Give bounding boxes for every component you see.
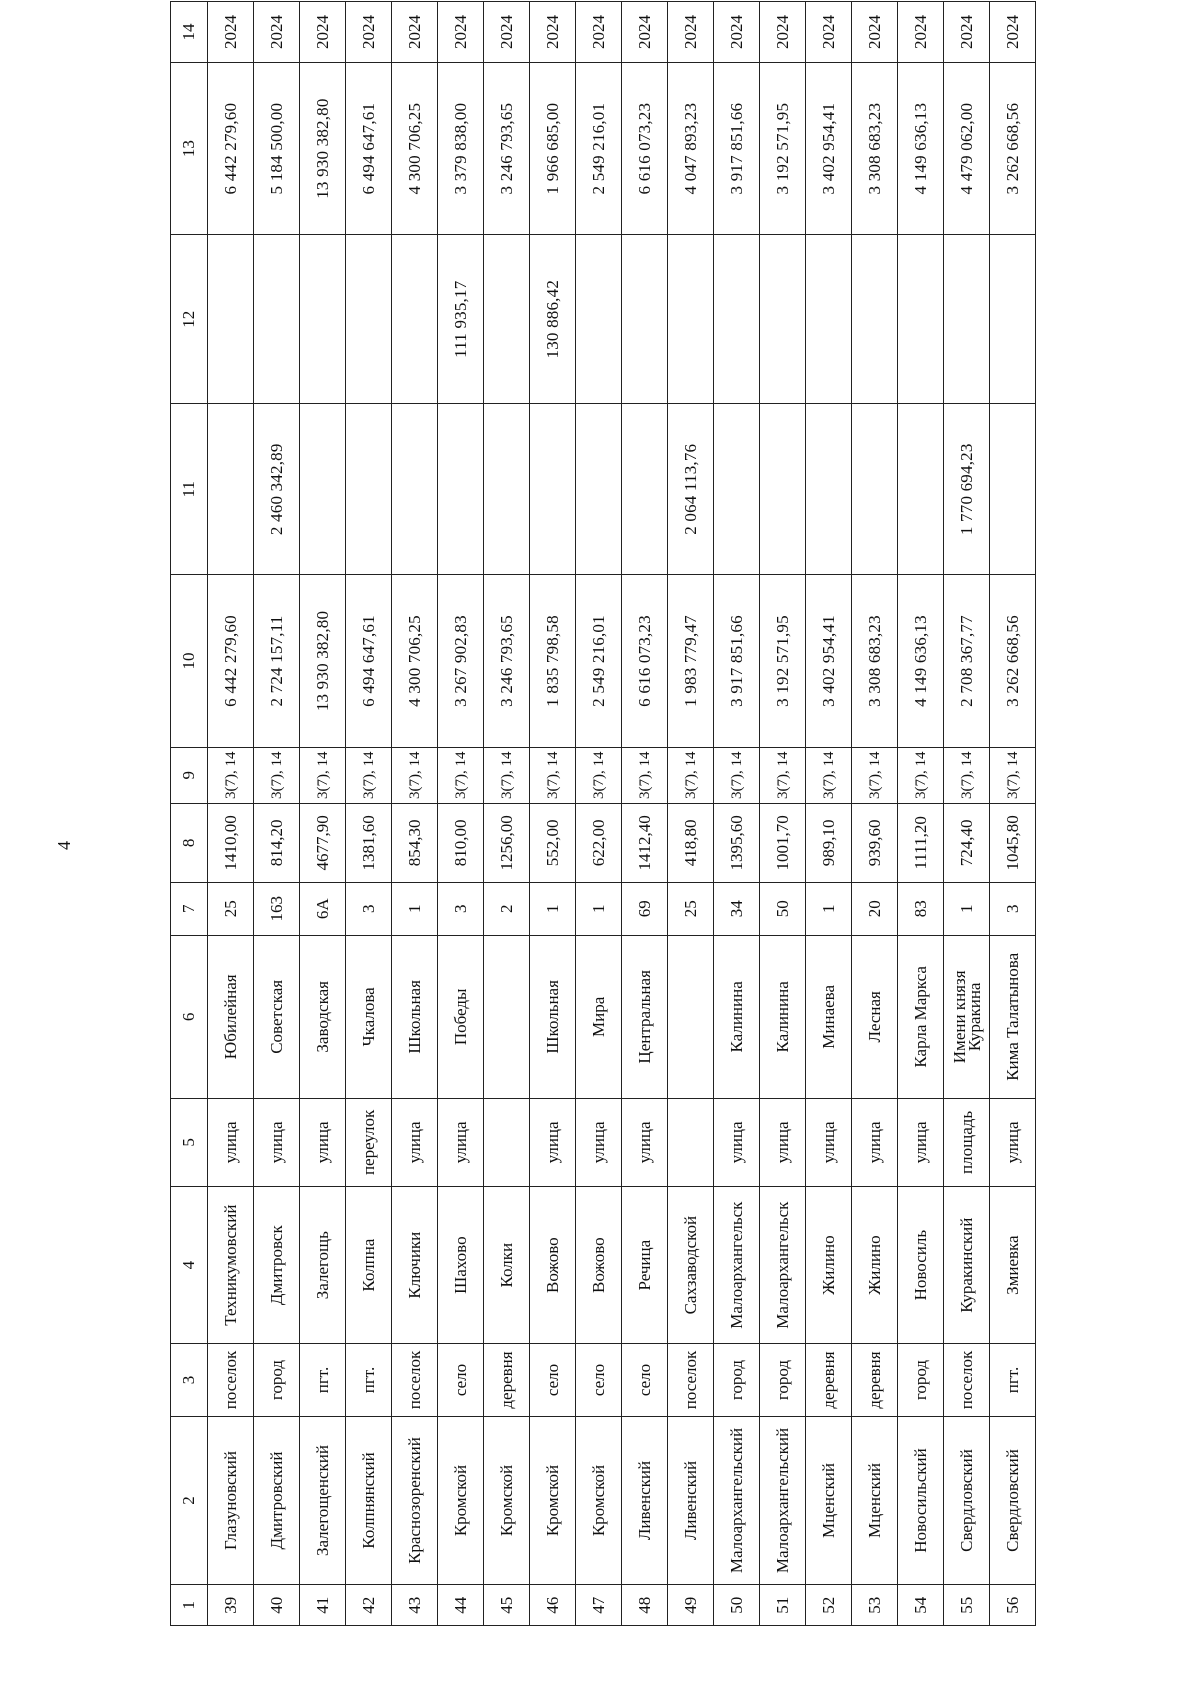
table-cell [760,235,806,404]
table-cell: Советская [254,935,300,1098]
column-header: 8 [171,803,208,882]
table-cell: 6 494 647,61 [346,62,392,234]
table-cell: 2024 [346,2,392,63]
table-cell: улица [300,1098,346,1186]
table-cell: 2024 [668,2,714,63]
table-cell: 2024 [254,2,300,63]
table-cell: Кромской [576,1416,622,1585]
table-cell [346,404,392,575]
table-cell: пгт. [990,1344,1036,1416]
table-cell: 40 [254,1585,300,1626]
table-cell: 2024 [438,2,484,63]
table-cell: 25 [668,882,714,935]
table-cell: 2024 [208,2,254,63]
table-cell: 3 192 571,95 [760,575,806,747]
table-cell: 3(7), 14 [346,747,392,803]
column-header-row [171,2,208,1626]
table-cell: улица [760,1098,806,1186]
table-cell: 6 494 647,61 [346,575,392,747]
table-cell: Колки [484,1186,530,1344]
table-cell: 3 246 793,65 [484,575,530,747]
column-header: 13 [171,62,208,234]
table-row [622,2,668,1626]
table-cell [392,235,438,404]
table-cell: 1412,40 [622,803,668,882]
table-cell: 1 [530,882,576,935]
table-cell: Ключики [392,1186,438,1344]
table-cell: 13 930 382,80 [300,62,346,234]
table-cell: 418,80 [668,803,714,882]
table-cell: Калинина [760,935,806,1098]
table-cell: 4 149 636,13 [898,575,944,747]
column-header: 12 [171,235,208,404]
table-cell: Куракинский [944,1186,990,1344]
table-cell: 724,40 [944,803,990,882]
table-cell: 1 983 779,47 [668,575,714,747]
table-cell: 50 [760,882,806,935]
table-cell: 4 479 062,00 [944,62,990,234]
table-cell: Мценский [852,1416,898,1585]
table-cell: 2 549 216,01 [576,575,622,747]
table-cell: 2024 [484,2,530,63]
table-cell: 130 886,42 [530,235,576,404]
table-cell: 3(7), 14 [254,747,300,803]
table-cell: 53 [852,1585,898,1626]
table-cell: город [254,1344,300,1416]
table-cell: 44 [438,1585,484,1626]
table-cell: 1410,00 [208,803,254,882]
table-cell: Кромской [530,1416,576,1585]
table-row [668,2,714,1626]
table-cell: 3 [346,882,392,935]
table-cell: 55 [944,1585,990,1626]
table-cell: 2024 [714,2,760,63]
table-cell: Мценский [806,1416,852,1585]
table-cell: 56 [990,1585,1036,1626]
table-cell: 52 [806,1585,852,1626]
table-cell [484,235,530,404]
rotated-table-container [170,1,1027,1626]
table-cell: Свердловский [990,1416,1036,1585]
table-cell: 2024 [898,2,944,63]
table-cell: 2024 [760,2,806,63]
table-cell [944,235,990,404]
table-cell: 4 300 706,25 [392,575,438,747]
table-cell [208,235,254,404]
table-cell: 6А [300,882,346,935]
table-cell: 3(7), 14 [300,747,346,803]
table-cell: 5 184 500,00 [254,62,300,234]
column-header: 3 [171,1344,208,1416]
table-cell: 2 708 367,77 [944,575,990,747]
table-cell: 4 149 636,13 [898,62,944,234]
table-cell: Залегощенский [300,1416,346,1585]
table-cell: Змиевка [990,1186,1036,1344]
table-cell: 3(7), 14 [438,747,484,803]
table-cell: 3 246 793,65 [484,62,530,234]
table-cell [668,1098,714,1186]
table-cell: город [898,1344,944,1416]
table-cell: Шахово [438,1186,484,1344]
table-cell [576,235,622,404]
table-cell: 4 300 706,25 [392,62,438,234]
table-cell: 3(7), 14 [944,747,990,803]
table-cell [484,404,530,575]
table-cell: Малоархангельск [714,1186,760,1344]
table-cell: 1 [576,882,622,935]
page-number: 4 [54,841,74,850]
table-cell: 814,20 [254,803,300,882]
table-body [208,2,1036,1626]
table-cell: 49 [668,1585,714,1626]
table-cell: улица [438,1098,484,1186]
column-header: 1 [171,1585,208,1626]
table-cell: 2024 [392,2,438,63]
table-row [530,2,576,1626]
table-cell: село [530,1344,576,1416]
table-cell: Вожово [530,1186,576,1344]
table-cell: город [714,1344,760,1416]
table-cell: город [760,1344,806,1416]
table-cell: Речица [622,1186,668,1344]
table-cell: 6 616 073,23 [622,575,668,747]
table-cell: 1111,20 [898,803,944,882]
table-cell: 2024 [852,2,898,63]
table-cell: Глазуновский [208,1416,254,1585]
table-cell: 3 402 954,41 [806,575,852,747]
table-cell [484,935,530,1098]
table-cell [852,404,898,575]
table-cell: 3(7), 14 [622,747,668,803]
table-cell: 3 262 668,56 [990,62,1036,234]
table-cell [898,235,944,404]
table-cell: 2024 [944,2,990,63]
table-cell: деревня [852,1344,898,1416]
table-cell: улица [898,1098,944,1186]
table-cell [668,935,714,1098]
table-cell: Техникумовский [208,1186,254,1344]
table-cell: Залегощь [300,1186,346,1344]
table-cell: деревня [806,1344,852,1416]
table-cell: 83 [898,882,944,935]
table-cell: площадь [944,1098,990,1186]
table-cell: 3 379 838,00 [438,62,484,234]
table-cell: 2024 [576,2,622,63]
column-header: 10 [171,575,208,747]
column-header: 5 [171,1098,208,1186]
table-cell: Школьная [530,935,576,1098]
table-cell: Новосиль [898,1186,944,1344]
table-cell: 3 917 851,66 [714,575,760,747]
table-cell: улица [714,1098,760,1186]
table-cell: Новосильский [898,1416,944,1585]
table-cell: улица [254,1098,300,1186]
table-cell: 2 724 157,11 [254,575,300,747]
table-cell: улица [392,1098,438,1186]
table-cell: 3 308 683,23 [852,62,898,234]
table-cell: 13 930 382,80 [300,575,346,747]
table-cell: 810,00 [438,803,484,882]
table-cell: 3 308 683,23 [852,575,898,747]
table-cell: 1 835 798,58 [530,575,576,747]
table-cell: 939,60 [852,803,898,882]
table-cell: Жилино [852,1186,898,1344]
table-cell: переулок [346,1098,392,1186]
table-cell: 3(7), 14 [668,747,714,803]
table-cell: 1 966 685,00 [530,62,576,234]
table-cell: 2024 [300,2,346,63]
table-row [208,2,254,1626]
table-cell: 3(7), 14 [208,747,254,803]
table-cell: 552,00 [530,803,576,882]
table-cell: Свердловский [944,1416,990,1585]
table-cell: улица [576,1098,622,1186]
table-cell: 3 402 954,41 [806,62,852,234]
table-row [806,2,852,1626]
table-cell: 854,30 [392,803,438,882]
table-cell: 2 064 113,76 [668,404,714,575]
table-cell: 6 442 279,60 [208,575,254,747]
column-header: 9 [171,747,208,803]
table-cell: Жилино [806,1186,852,1344]
table-cell [806,404,852,575]
table-cell: 2024 [806,2,852,63]
table-cell: Заводская [300,935,346,1098]
table-cell: 47 [576,1585,622,1626]
table-cell: 51 [760,1585,806,1626]
table-cell [208,404,254,575]
table-row [576,2,622,1626]
table-row [346,2,392,1626]
table-cell: Юбилейная [208,935,254,1098]
table-cell: 2 460 342,89 [254,404,300,575]
table-row [392,2,438,1626]
table-cell: Имени князя Куракина [944,935,990,1098]
table-cell: 3(7), 14 [530,747,576,803]
table-cell: улица [806,1098,852,1186]
table-cell: Дмитровск [254,1186,300,1344]
table-cell [852,235,898,404]
table-cell: 45 [484,1585,530,1626]
column-header: 4 [171,1186,208,1344]
table-cell: 989,10 [806,803,852,882]
column-header: 2 [171,1416,208,1585]
table-cell: Карла Маркса [898,935,944,1098]
table-cell: 20 [852,882,898,935]
table-cell: Малоархангельский [714,1416,760,1585]
table-cell: поселок [208,1344,254,1416]
table-cell: улица [852,1098,898,1186]
table-cell: 3(7), 14 [714,747,760,803]
table-cell: пгт. [300,1344,346,1416]
table-cell: 1381,60 [346,803,392,882]
table-row [760,2,806,1626]
table-cell: 1 770 694,23 [944,404,990,575]
table-cell: 42 [346,1585,392,1626]
table-cell: 1001,70 [760,803,806,882]
table-cell [990,235,1036,404]
table-cell: Центральная [622,935,668,1098]
table-cell: поселок [944,1344,990,1416]
table-cell: 3 [438,882,484,935]
table-cell: 3 262 668,56 [990,575,1036,747]
table-cell: Малоархангельский [760,1416,806,1585]
register-table [170,1,1036,1626]
table-cell: 111 935,17 [438,235,484,404]
table-row [254,2,300,1626]
table-cell [484,1098,530,1186]
table-cell: 3 192 571,95 [760,62,806,234]
table-cell: 2 549 216,01 [576,62,622,234]
table-cell: 50 [714,1585,760,1626]
table-cell: 3 [990,882,1036,935]
table-cell: Школьная [392,935,438,1098]
table-cell: 2024 [990,2,1036,63]
table-cell [714,235,760,404]
table-cell: поселок [668,1344,714,1416]
table-row [300,2,346,1626]
table-cell: улица [622,1098,668,1186]
table-cell: 6 616 073,23 [622,62,668,234]
table-cell [622,404,668,575]
table-cell: 3(7), 14 [760,747,806,803]
table-cell: Колпна [346,1186,392,1344]
table-cell: 39 [208,1585,254,1626]
table-cell: поселок [392,1344,438,1416]
table-cell [438,404,484,575]
table-cell: Победы [438,935,484,1098]
table-cell: Сахзаводской [668,1186,714,1344]
table-cell [300,404,346,575]
table-cell: 48 [622,1585,668,1626]
table-row [990,2,1036,1626]
table-cell: Кромской [484,1416,530,1585]
table-cell: 4677,90 [300,803,346,882]
table-cell: 2 [484,882,530,935]
column-header: 6 [171,935,208,1098]
table-cell: 1256,00 [484,803,530,882]
table-cell: 46 [530,1585,576,1626]
table-cell: пгт. [346,1344,392,1416]
table-cell: село [438,1344,484,1416]
table-cell: Кима Талатынова [990,935,1036,1098]
table-row [484,2,530,1626]
table-cell: Кромской [438,1416,484,1585]
table-cell [990,404,1036,575]
table-cell [346,235,392,404]
table-cell: 4 047 893,23 [668,62,714,234]
table-cell: 1395,60 [714,803,760,882]
table-cell: 1 [944,882,990,935]
table-cell [898,404,944,575]
table-cell: 163 [254,882,300,935]
table-cell: Лесная [852,935,898,1098]
table-cell: 1 [392,882,438,935]
table-cell: деревня [484,1344,530,1416]
table-cell: Малоархангельск [760,1186,806,1344]
table-cell: 6 442 279,60 [208,62,254,234]
table-cell: 2024 [622,2,668,63]
table-cell: 3 267 902,83 [438,575,484,747]
table-cell: 1 [806,882,852,935]
table-cell: 3(7), 14 [898,747,944,803]
table-cell [622,235,668,404]
table-row [852,2,898,1626]
table-cell: 3(7), 14 [392,747,438,803]
table-cell [254,235,300,404]
table-cell: улица [990,1098,1036,1186]
table-cell [714,404,760,575]
column-header: 14 [171,2,208,63]
table-cell: 3(7), 14 [806,747,852,803]
table-cell: 3(7), 14 [576,747,622,803]
table-cell [576,404,622,575]
table-cell [760,404,806,575]
table-cell: 622,00 [576,803,622,882]
table-cell: Ливенский [622,1416,668,1585]
table-cell: Минаева [806,935,852,1098]
table-cell [392,404,438,575]
table-cell: 69 [622,882,668,935]
table-cell: село [622,1344,668,1416]
table-cell: 43 [392,1585,438,1626]
table-cell: Мира [576,935,622,1098]
table-cell: 41 [300,1585,346,1626]
column-header: 7 [171,882,208,935]
table-cell: Ливенский [668,1416,714,1585]
table-cell: Краснозоренский [392,1416,438,1585]
table-row [714,2,760,1626]
table-cell: Дмитровский [254,1416,300,1585]
table-cell: улица [530,1098,576,1186]
table-cell: Чкалова [346,935,392,1098]
table-cell: улица [208,1098,254,1186]
table-cell: 3 917 851,66 [714,62,760,234]
table-row [944,2,990,1626]
column-header: 11 [171,404,208,575]
table-cell: 34 [714,882,760,935]
table-cell: 3(7), 14 [990,747,1036,803]
table-cell: Калинина [714,935,760,1098]
table-row [898,2,944,1626]
table-cell: 25 [208,882,254,935]
table-cell: 1045,80 [990,803,1036,882]
table-cell: 3(7), 14 [852,747,898,803]
table-cell: 54 [898,1585,944,1626]
table-cell [668,235,714,404]
table-cell: 2024 [530,2,576,63]
table-cell [300,235,346,404]
table-cell: 3(7), 14 [484,747,530,803]
table-cell [806,235,852,404]
table-cell: Колпнянский [346,1416,392,1585]
table-cell [530,404,576,575]
table-cell: село [576,1344,622,1416]
table-cell: Вожово [576,1186,622,1344]
table-row [438,2,484,1626]
